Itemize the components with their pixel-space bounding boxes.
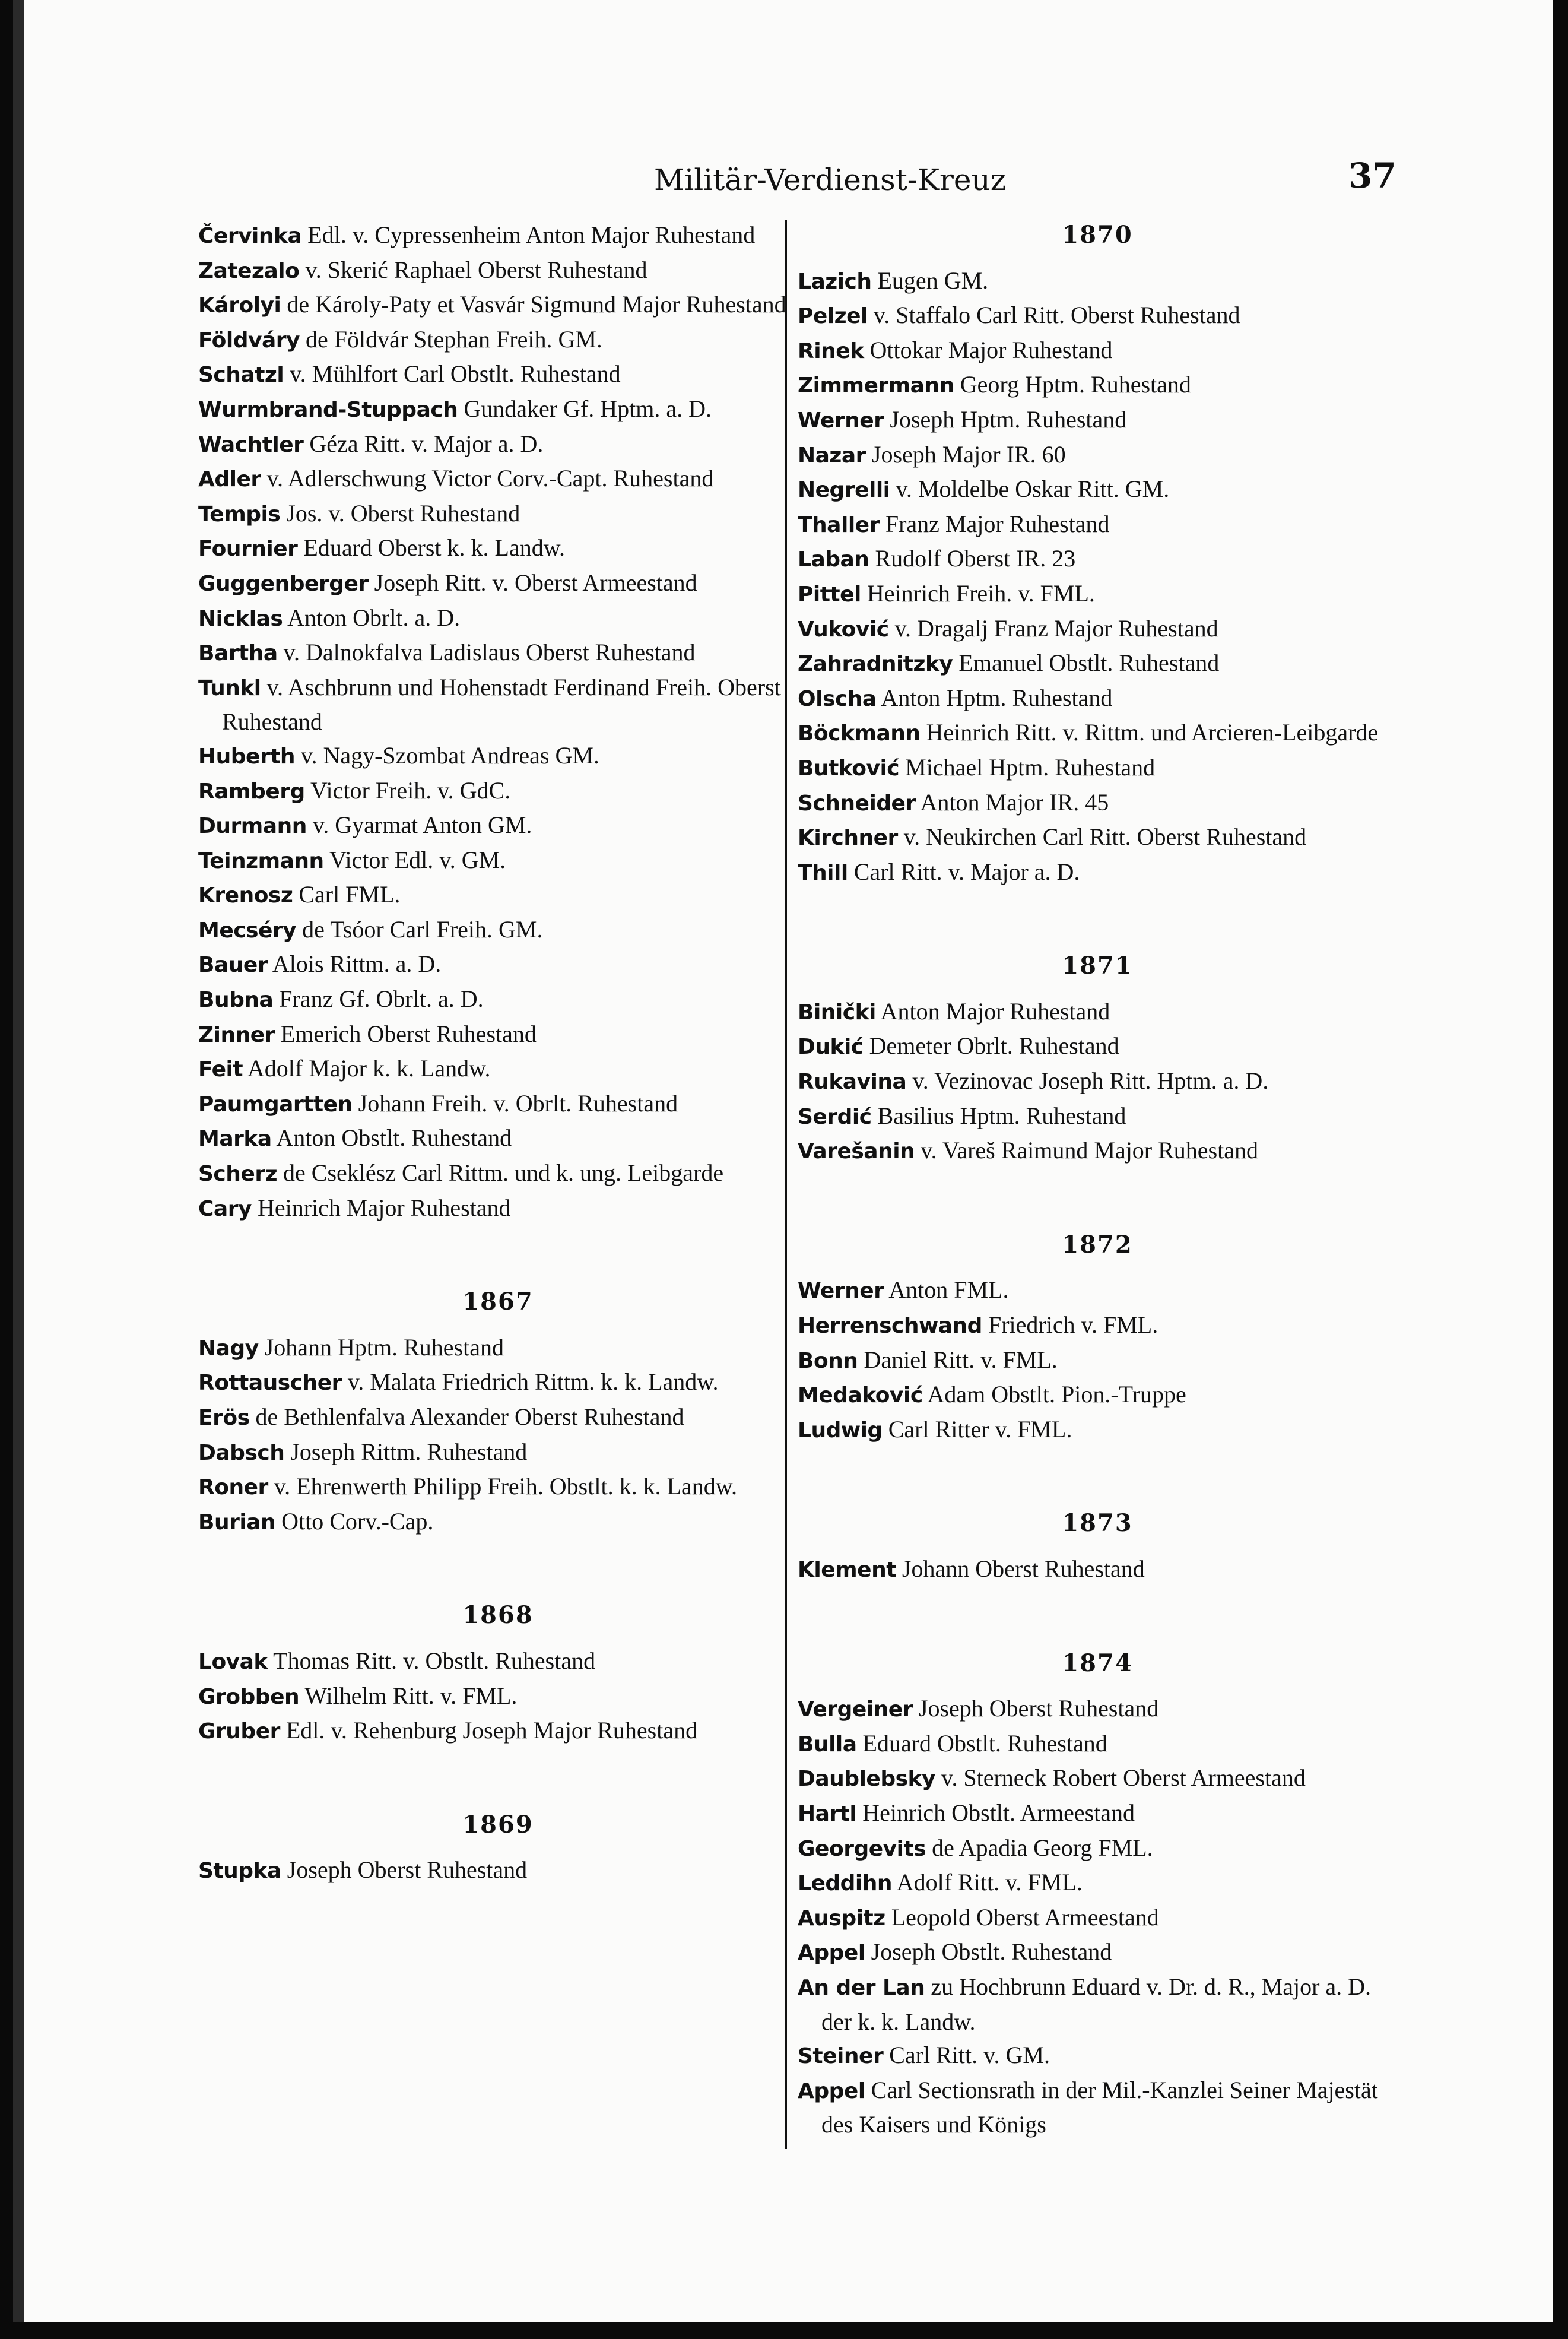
entry-details: Joseph Ritt. v. Oberst Armeestand	[368, 569, 697, 596]
surname: Guggenberger	[198, 571, 369, 596]
award-entry	[798, 1901, 1397, 1936]
award-entry	[198, 1331, 798, 1366]
entry-details: Anton Obrlt. a. D.	[283, 604, 461, 631]
award-entry	[798, 368, 1397, 403]
award-entry	[198, 1853, 798, 1888]
entry-details: v. Gyarmat Anton GM.	[306, 812, 532, 839]
entry-details: Friedrich v. FML.	[982, 1311, 1158, 1339]
surname: Serdić	[798, 1104, 872, 1129]
surname: Földváry	[198, 328, 300, 353]
entry-details: Edl. v. Cypressenheim Anton Major Ruhestand	[301, 221, 756, 248]
entry-details: Carl Ritt. v. GM.	[883, 2042, 1050, 2069]
year-heading: 1872	[1062, 1230, 1133, 1259]
award-entry	[198, 1505, 798, 1540]
award-entry	[798, 508, 1397, 543]
surname: Paumgartten	[198, 1092, 353, 1117]
award-entry	[198, 1052, 798, 1087]
award-entry	[798, 1552, 1397, 1587]
entry-details: Carl FML.	[293, 881, 401, 908]
entry-details: Adolf Ritt. v. FML.	[892, 1869, 1083, 1896]
entry-details: Carl Ritt. v. Major a. D.	[848, 858, 1080, 885]
entry-details: Johann Freih. v. Obrlt. Ruhestand	[352, 1089, 678, 1117]
entry-details: v. Neukirchen Carl Ritt. Oberst Ruhestand	[897, 823, 1307, 851]
award-entry	[198, 809, 798, 844]
surname: Károlyi	[198, 293, 281, 318]
surname: Pelzel	[798, 304, 868, 329]
award-entry	[198, 739, 798, 774]
award-entry	[198, 913, 798, 948]
surname: Durmann	[198, 814, 307, 839]
award-entry	[798, 716, 1397, 751]
award-entry	[198, 601, 798, 636]
section-gap	[798, 1587, 1397, 1647]
entry-details: v. Staffalo Carl Ritt. Oberst Ruhestand	[867, 302, 1240, 329]
award-entry	[798, 1029, 1397, 1064]
award-entry	[198, 1435, 798, 1470]
surname: Ludwig	[798, 1418, 883, 1443]
award-entry	[798, 299, 1397, 334]
surname: Rukavina	[798, 1070, 907, 1095]
award-entry	[198, 462, 798, 497]
entry-details: Eugen GM.	[871, 267, 989, 294]
entry-details: Gundaker Gf. Hptm. a. D.	[458, 395, 712, 422]
surname: Butković	[798, 756, 900, 781]
award-entry	[798, 751, 1397, 786]
heading-gap	[198, 1842, 798, 1853]
award-entry	[198, 1191, 798, 1226]
entry-details: de Bethlenfalva Alexander Oberst Ruhestand	[249, 1403, 684, 1430]
heading-gap	[798, 1541, 1397, 1552]
surname: Stupka	[198, 1859, 281, 1884]
entry-details: Carl Ritter v. FML.	[882, 1415, 1072, 1443]
entry-details: Anton FML.	[884, 1276, 1009, 1304]
award-entry	[198, 844, 798, 879]
award-entry	[198, 947, 798, 982]
section-gap	[798, 1169, 1397, 1228]
entry-details: Anton Major IR. 45	[915, 788, 1109, 816]
award-entry	[198, 636, 798, 671]
entry-details: v. Nagy-Szombat Andreas GM.	[295, 741, 599, 769]
entry-details: Heinrich Freih. v. FML.	[861, 579, 1095, 607]
section-gap	[798, 890, 1397, 949]
entry-details: Joseph Oberst Ruhestand	[281, 1856, 528, 1884]
entry-details: v. Vezinovac Joseph Ritt. Hptm. a. D.	[906, 1067, 1269, 1095]
surname: Burian	[198, 1510, 276, 1535]
award-entry	[798, 438, 1397, 473]
entry-details: Joseph Rittm. Ruhestand	[284, 1438, 528, 1465]
surname: Olscha	[798, 686, 877, 711]
award-entry	[198, 566, 798, 601]
surname: Böckmann	[798, 721, 921, 746]
surname: Rottauscher	[198, 1371, 342, 1396]
award-entry	[198, 671, 798, 739]
award-entry	[198, 218, 798, 253]
surname: Erös	[198, 1406, 250, 1430]
surname: Nicklas	[198, 606, 283, 631]
award-entry	[198, 288, 798, 323]
section-gap	[198, 1749, 798, 1808]
award-entry	[798, 1273, 1397, 1308]
surname: Tempis	[198, 502, 281, 527]
award-entry	[798, 1727, 1397, 1762]
surname: Thaller	[798, 512, 880, 537]
year-heading: 1874	[1062, 1649, 1133, 1677]
entry-details: Franz Gf. Obrlt. a. D.	[273, 985, 484, 1013]
award-entry	[798, 1343, 1397, 1378]
page-binding-edge	[13, 0, 24, 2322]
entry-details: Emanuel Obstlt. Ruhestand	[953, 649, 1220, 677]
entry-details: zu Hochbrunn Eduard v. Dr. d. R., Major a. D. der k. k. Landw.	[821, 1973, 1372, 2035]
section-gap	[798, 1447, 1397, 1507]
entry-details: Ottokar Major Ruhestand	[864, 336, 1113, 363]
award-entry	[798, 1692, 1397, 1727]
surname: Nazar	[798, 443, 866, 468]
surname: Varešanin	[798, 1139, 915, 1164]
surname: Appel	[798, 1941, 865, 1966]
left-column	[198, 218, 798, 1888]
surname: Bartha	[198, 641, 278, 666]
entry-details: Adam Obstlt. Pion.-Truppe	[922, 1381, 1186, 1408]
entry-details: Michael Hptm. Ruhestand	[899, 753, 1156, 781]
entry-details: v. Sterneck Robert Oberst Armeestand	[935, 1764, 1306, 1792]
award-entry	[198, 1087, 798, 1122]
surname: Bauer	[198, 953, 268, 978]
right-column	[798, 218, 1397, 2142]
entry-details: Anton Obstlt. Ruhestand	[271, 1124, 512, 1152]
award-entry	[798, 264, 1397, 299]
surname: Appel	[798, 2078, 865, 2103]
entry-details: Anton Major Ruhestand	[875, 997, 1110, 1025]
surname: Gruber	[198, 1719, 280, 1744]
entry-details: v. Malata Friedrich Rittm. k. k. Landw.	[341, 1368, 719, 1396]
entry-details: Anton Hptm. Ruhestand	[876, 684, 1113, 711]
surname: Werner	[798, 1279, 884, 1304]
surname: Ramberg	[198, 779, 305, 804]
surname: Wurmbrand-Stuppach	[198, 397, 458, 422]
year-heading: 1873	[1062, 1509, 1133, 1538]
entry-details: Jos. v. Oberst Ruhestand	[280, 499, 520, 527]
surname: Feit	[198, 1057, 243, 1082]
surname: Bubna	[198, 988, 274, 1013]
award-entry	[798, 1064, 1397, 1099]
heading-gap	[198, 1319, 798, 1331]
surname: Zahradnitzky	[798, 652, 953, 677]
surname: Medaković	[798, 1383, 923, 1408]
award-entry	[198, 982, 798, 1018]
award-entry	[798, 334, 1397, 369]
award-entry	[798, 1970, 1397, 2039]
award-entry	[198, 392, 798, 427]
entry-details: Leopold Oberst Armeestand	[885, 1903, 1159, 1931]
award-entry	[798, 1831, 1397, 1866]
award-entry	[198, 1018, 798, 1053]
surname: Tunkl	[198, 676, 261, 701]
surname: Zatezalo	[198, 258, 300, 283]
surname: Steiner	[798, 2044, 884, 2069]
surname: Zimmermann	[798, 373, 954, 398]
surname: Bonn	[798, 1348, 858, 1373]
heading-gap	[798, 252, 1397, 264]
surname: An der Lan	[798, 1975, 925, 2000]
surname: Grobben	[198, 1684, 300, 1709]
entry-details: Johann Hptm. Ruhestand	[258, 1333, 504, 1361]
entry-details: Thomas Ritt. v. Obstlt. Ruhestand	[267, 1647, 596, 1674]
entry-details: v. Dragalj Franz Major Ruhestand	[888, 614, 1218, 642]
entry-details: Victor Edl. v. GM.	[323, 846, 506, 873]
surname: Krenosz	[198, 883, 293, 908]
surname: Nagy	[198, 1336, 259, 1361]
surname: Daublebsky	[798, 1767, 935, 1792]
entry-details: de Tsóor Carl Freih. GM.	[296, 915, 543, 943]
surname: Mecséry	[198, 918, 297, 943]
entry-details: Johann Oberst Ruhestand	[896, 1555, 1145, 1582]
surname: Adler	[198, 467, 261, 492]
entry-details: Heinrich Ritt. v. Rittm. und Arcieren-Leibgarde	[920, 719, 1379, 746]
award-entry	[798, 1935, 1397, 1970]
entry-details: v. Mühlfort Carl Obstlt. Ruhestand	[284, 360, 621, 388]
surname: Huberth	[198, 744, 296, 769]
entry-details: v. Adlerschwung Victor Corv.-Capt. Ruhestand	[261, 465, 714, 492]
surname: Červinka	[198, 224, 302, 248]
surname: Wachtler	[198, 432, 304, 457]
year-heading: 1867	[462, 1288, 534, 1316]
award-entry	[798, 855, 1397, 890]
surname: Hartl	[798, 1801, 857, 1826]
surname: Vergeiner	[798, 1697, 913, 1722]
surname: Herrenschwand	[798, 1314, 982, 1339]
award-entry	[198, 774, 798, 809]
entry-details: Rudolf Oberst IR. 23	[869, 545, 1076, 572]
entry-details: Franz Major Ruhestand	[879, 510, 1110, 537]
entry-details: Joseph Hptm. Ruhestand	[884, 405, 1127, 433]
surname: Schatzl	[198, 363, 284, 388]
surname: Kirchner	[798, 826, 898, 851]
heading-gap	[798, 1680, 1397, 1692]
book-page	[13, 0, 1553, 2322]
award-entry	[798, 1413, 1397, 1448]
award-entry	[198, 1714, 798, 1749]
entry-details: Géza Ritt. v. Major a. D.	[303, 430, 544, 457]
award-entry	[798, 1134, 1397, 1169]
entry-details: v. Aschbrunn und Hohenstadt Ferdinand Freih. Oberst Ruhestand	[222, 673, 781, 736]
award-entry	[798, 2074, 1397, 2142]
entry-details: Eduard Obstlt. Ruhestand	[856, 1729, 1107, 1757]
entry-details: Edl. v. Rehenburg Joseph Major Ruhestand	[280, 1717, 698, 1744]
surname: Klement	[798, 1558, 896, 1582]
entry-details: Victor Freih. v. GdC.	[304, 777, 511, 804]
surname: Zinner	[198, 1022, 275, 1047]
award-entry	[798, 542, 1397, 577]
entry-details: de Apadia Georg FML.	[926, 1834, 1153, 1861]
award-entry	[198, 1121, 798, 1156]
surname: Lazich	[798, 269, 872, 294]
heading-gap	[798, 1262, 1397, 1273]
award-entry	[798, 1761, 1397, 1796]
award-entry	[198, 1679, 798, 1714]
year-heading: 1870	[1062, 221, 1133, 249]
award-entry	[798, 1308, 1397, 1343]
entry-details: Wilhelm Ritt. v. FML.	[299, 1682, 518, 1709]
page-header	[13, 156, 1553, 203]
entry-details: de Földvár Stephan Freih. GM.	[299, 325, 602, 353]
award-entry	[798, 612, 1397, 647]
entry-details: v. Moldelbe Oskar Ritt. GM.	[890, 476, 1170, 503]
award-entry	[798, 577, 1397, 612]
surname: Dabsch	[198, 1440, 285, 1465]
entry-details: Emerich Oberst Ruhestand	[274, 1020, 537, 1047]
entry-details: Joseph Obstlt. Ruhestand	[865, 1938, 1112, 1966]
surname: Georgevits	[798, 1836, 926, 1861]
surname: Bulla	[798, 1732, 857, 1757]
award-entry	[198, 1470, 798, 1505]
award-entry	[798, 646, 1397, 682]
running-title: Militär-Verdienst-Kreuz	[654, 163, 1007, 197]
page-number: 37	[1348, 156, 1396, 196]
award-entry	[198, 878, 798, 913]
award-entry	[798, 786, 1397, 821]
award-entry	[798, 820, 1397, 855]
award-entry	[798, 682, 1397, 717]
surname: Leddihn	[798, 1871, 892, 1896]
award-entry	[798, 995, 1397, 1030]
surname: Negrelli	[798, 478, 890, 503]
entry-details: Carl Sectionsrath in der Mil.-Kanzlei Seiner Majestät des Kaisers und Königs	[821, 2076, 1378, 2138]
surname: Roner	[198, 1475, 268, 1500]
surname: Schneider	[798, 791, 916, 816]
entry-details: v. Ehrenwerth Philipp Freih. Obstlt. k. k. Landw.	[268, 1473, 738, 1500]
award-entry	[198, 1365, 798, 1400]
award-entry	[198, 1156, 798, 1191]
entry-details: Otto Corv.-Cap.	[275, 1507, 434, 1535]
surname: Teinzmann	[198, 848, 324, 873]
surname: Fournier	[198, 537, 298, 562]
award-entry	[798, 2039, 1397, 2074]
heading-gap	[798, 983, 1397, 995]
entry-details: de Cseklész Carl Rittm. und k. ung. Leibgarde	[277, 1159, 724, 1187]
award-entry	[198, 1644, 798, 1679]
surname: Vuković	[798, 617, 889, 642]
surname: Auspitz	[798, 1906, 885, 1931]
entry-details: v. Dalnokfalva Ladislaus Oberst Ruhestand	[277, 639, 696, 666]
surname: Thill	[798, 860, 848, 885]
award-entry	[798, 1866, 1397, 1901]
entry-details: Heinrich Major Ruhestand	[251, 1194, 511, 1221]
surname: Cary	[198, 1196, 252, 1221]
heading-gap	[198, 1633, 798, 1644]
award-entry	[198, 427, 798, 462]
year-heading: 1868	[462, 1601, 534, 1630]
award-entry	[798, 403, 1397, 438]
award-entry	[198, 253, 798, 289]
surname: Lovak	[198, 1649, 268, 1674]
entry-details: Basilius Hptm. Ruhestand	[871, 1102, 1126, 1129]
entry-details: Joseph Oberst Ruhestand	[912, 1695, 1159, 1722]
surname: Laban	[798, 547, 869, 572]
entry-details: Georg Hptm. Ruhestand	[954, 371, 1191, 398]
section-gap	[198, 1226, 798, 1285]
surname: Binički	[798, 1000, 876, 1025]
award-entry	[798, 1378, 1397, 1413]
surname: Werner	[798, 408, 884, 433]
surname: Dukić	[798, 1035, 864, 1060]
surname: Scherz	[198, 1162, 278, 1187]
surname: Pittel	[798, 582, 861, 607]
year-heading: 1871	[1062, 952, 1133, 980]
section-gap	[198, 1539, 798, 1599]
entry-details: Alois Rittm. a. D.	[268, 950, 442, 978]
entry-details: Joseph Major IR. 60	[865, 440, 1066, 468]
award-entry	[198, 1400, 798, 1435]
entry-details: Daniel Ritt. v. FML.	[858, 1346, 1058, 1373]
award-entry	[798, 1796, 1397, 1831]
award-entry	[198, 357, 798, 392]
entry-details: de Károly-Paty et Vasvár Sigmund Major Ruhestand	[281, 291, 786, 318]
surname: Marka	[198, 1127, 272, 1152]
surname: Rinek	[798, 338, 864, 363]
entry-details: Adolf Major k. k. Landw.	[243, 1055, 491, 1082]
entry-details: Eduard Oberst k. k. Landw.	[297, 534, 566, 562]
entry-details: v. Skerić Raphael Oberst Ruhestand	[299, 256, 647, 283]
award-entry	[198, 497, 798, 532]
award-entry	[198, 531, 798, 566]
year-heading: 1869	[462, 1810, 534, 1839]
entry-details: v. Vareš Raimund Major Ruhestand	[915, 1137, 1258, 1164]
entry-details: Heinrich Obstlt. Armeestand	[856, 1799, 1135, 1826]
award-entry	[798, 1099, 1397, 1134]
award-entry	[798, 473, 1397, 508]
entry-details: Demeter Obrlt. Ruhestand	[863, 1032, 1119, 1060]
award-entry	[198, 323, 798, 358]
